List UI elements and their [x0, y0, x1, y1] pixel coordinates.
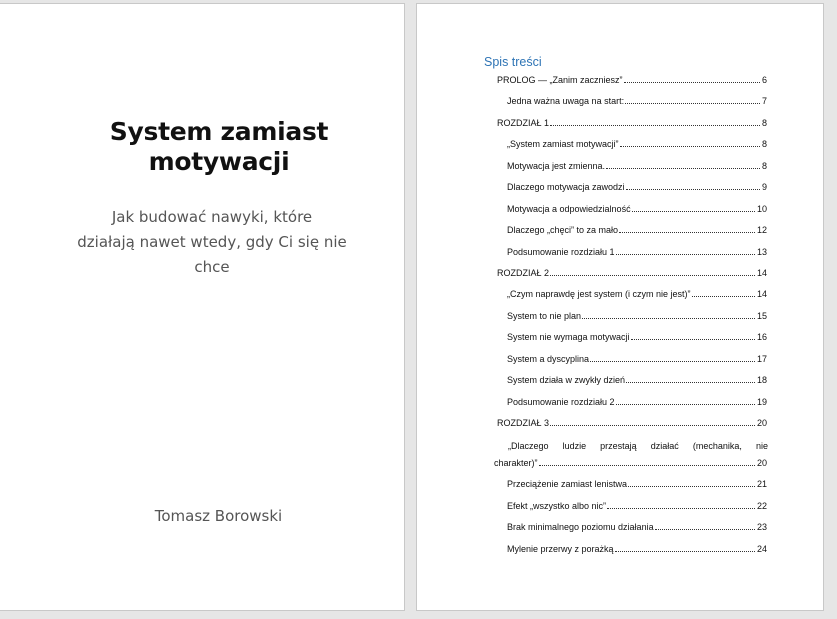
toc-entry-label: Przeciążenie zamiast lenistwa [507, 479, 628, 489]
toc-entry[interactable] [507, 181, 767, 193]
book-author: Tomasz Borowski [154, 507, 283, 525]
toc-entry-page: 16 [756, 332, 767, 342]
toc-leader-dots [619, 231, 755, 233]
toc-leader-dots [655, 528, 755, 530]
toc-entry-page: 24 [756, 544, 767, 554]
toc-entry-label: System a dyscyplina [507, 354, 590, 364]
toc-entry-chapter-3[interactable] [497, 417, 767, 429]
book-title [60, 117, 378, 177]
toc-entry[interactable] [507, 331, 767, 343]
book-subtitle-line-1: Jak budować nawyki, które [111, 208, 313, 226]
toc-entry-page: 15 [756, 311, 767, 321]
toc-leader-dots [539, 464, 755, 466]
toc-entry[interactable] [507, 353, 767, 365]
toc-entry[interactable] [507, 160, 767, 172]
toc-leader-dots [692, 295, 755, 297]
toc-entry-label: System nie wymaga motywacji [507, 332, 630, 342]
toc-leader-dots [620, 145, 760, 147]
toc-entry-page: 17 [756, 354, 767, 364]
toc-entry-label: Mylenie przerwy z porażką [507, 544, 614, 554]
toc-entry-label: Dlaczego „chęci” to za mało [507, 225, 619, 235]
toc-entry-page: 8 [761, 118, 767, 128]
toc-wrap-word: przestają [600, 441, 637, 451]
toc-leader-dots [632, 210, 755, 212]
toc-wrap-word: działać [650, 441, 679, 451]
toc-entry-label: Brak minimalnego poziomu działania [507, 522, 654, 532]
book-subtitle-line-2: działają nawet wtedy, gdy Ci się nie [77, 233, 347, 251]
toc-entry-wrapped-line[interactable] [508, 440, 768, 452]
toc-entry-page: 9 [761, 182, 767, 192]
toc-entry-page: 10 [756, 204, 767, 214]
toc-entry[interactable] [507, 500, 767, 512]
toc-entry-page: 18 [756, 375, 767, 385]
scrollbar-track[interactable] [826, 0, 837, 619]
toc-wrap-word: (mechanika, [692, 441, 742, 451]
toc-entry-page: 12 [756, 225, 767, 235]
toc-entry-chapter-2[interactable] [497, 267, 767, 279]
toc-entry-label: ROZDZIAŁ 2 [497, 268, 550, 278]
toc-entry-page: 8 [761, 139, 767, 149]
toc-entry-page: 22 [756, 501, 767, 511]
toc-wrap-word: nie [755, 441, 768, 451]
toc-entry-label: Podsumowanie rozdziału 2 [507, 397, 615, 407]
toc-leader-dots [626, 188, 760, 190]
book-title-line-1: System zamiast [109, 117, 329, 146]
toc-entry-label: charakter)” [494, 458, 538, 468]
toc-entry-page: 7 [761, 96, 767, 106]
toc-entry-chapter-1[interactable] [497, 117, 767, 129]
toc-entry[interactable] [507, 374, 767, 386]
toc-leader-dots [606, 167, 760, 169]
toc-entry[interactable] [507, 288, 767, 300]
toc-entry-page: 6 [761, 75, 767, 85]
toc-leader-dots [607, 507, 755, 509]
toc-entry-page: 20 [756, 418, 767, 428]
toc-entry[interactable] [507, 95, 767, 107]
book-subtitle-line-3: chce [194, 258, 230, 276]
toc-entry-page: 14 [756, 268, 767, 278]
toc-entry-label: System to nie plan [507, 311, 582, 321]
toc-entry-label: Motywacja jest zmienna. [507, 161, 606, 171]
toc-leader-dots [550, 424, 755, 426]
toc-entry[interactable] [494, 457, 767, 469]
toc-entry[interactable] [507, 521, 767, 533]
toc-entry-page: 20 [756, 458, 767, 468]
toc-leader-dots [550, 274, 755, 276]
toc-entry-label: System działa w zwykły dzień [507, 375, 626, 385]
toc-entry-label: Efekt „wszystko albo nic” [507, 501, 607, 511]
toc-wrap-word: „Dlaczego [508, 441, 549, 451]
toc-entry-label: Podsumowanie rozdziału 1 [507, 247, 615, 257]
toc-entry[interactable] [507, 246, 767, 258]
toc-leader-dots [631, 338, 755, 340]
toc-entry-label: Dlaczego motywacja zawodzi [507, 182, 625, 192]
toc-entry[interactable] [507, 543, 767, 555]
book-subtitle [62, 205, 362, 280]
toc-entry-label: „System zamiast motywacji” [507, 139, 619, 149]
toc-entry[interactable] [507, 396, 767, 408]
toc-entry-label: „Czym naprawdę jest system (i czym nie jest)” [507, 289, 691, 299]
toc-leader-dots [616, 253, 755, 255]
toc-entry-prolog[interactable] [497, 74, 767, 86]
toc-leader-dots [616, 403, 755, 405]
toc-leader-dots [626, 381, 755, 383]
toc-entry-label: PROLOG — „Zanim zaczniesz” [497, 75, 623, 85]
toc-entry-label: ROZDZIAŁ 1 [497, 118, 550, 128]
toc-leader-dots [590, 360, 755, 362]
toc-entry-page: 8 [761, 161, 767, 171]
book-title-line-2: motywacji [148, 147, 290, 176]
toc-entry[interactable] [507, 224, 767, 236]
toc-leader-dots [582, 317, 755, 319]
toc-entry[interactable] [507, 138, 767, 150]
toc-entry[interactable] [507, 203, 767, 215]
toc-entry-label: Jedna ważna uwaga na start: [507, 96, 625, 106]
toc-entry-page: 13 [756, 247, 767, 257]
toc-leader-dots [550, 124, 760, 126]
toc-entry-label: ROZDZIAŁ 3 [497, 418, 550, 428]
toc-entry-page: 19 [756, 397, 767, 407]
toc-leader-dots [624, 81, 760, 83]
toc-entry-page: 21 [756, 479, 767, 489]
toc-leader-dots [615, 550, 755, 552]
toc-leader-dots [625, 102, 760, 104]
toc-entry[interactable] [507, 310, 767, 322]
toc-wrap-word: ludzie [562, 441, 587, 451]
toc-entry-label: Motywacja a odpowiedzialność [507, 204, 631, 214]
toc-entry[interactable] [507, 478, 767, 490]
toc-entry-page: 23 [756, 522, 767, 532]
toc-leader-dots [628, 485, 755, 487]
toc-entry-page: 14 [756, 289, 767, 299]
toc-heading: Spis treści [484, 55, 542, 69]
